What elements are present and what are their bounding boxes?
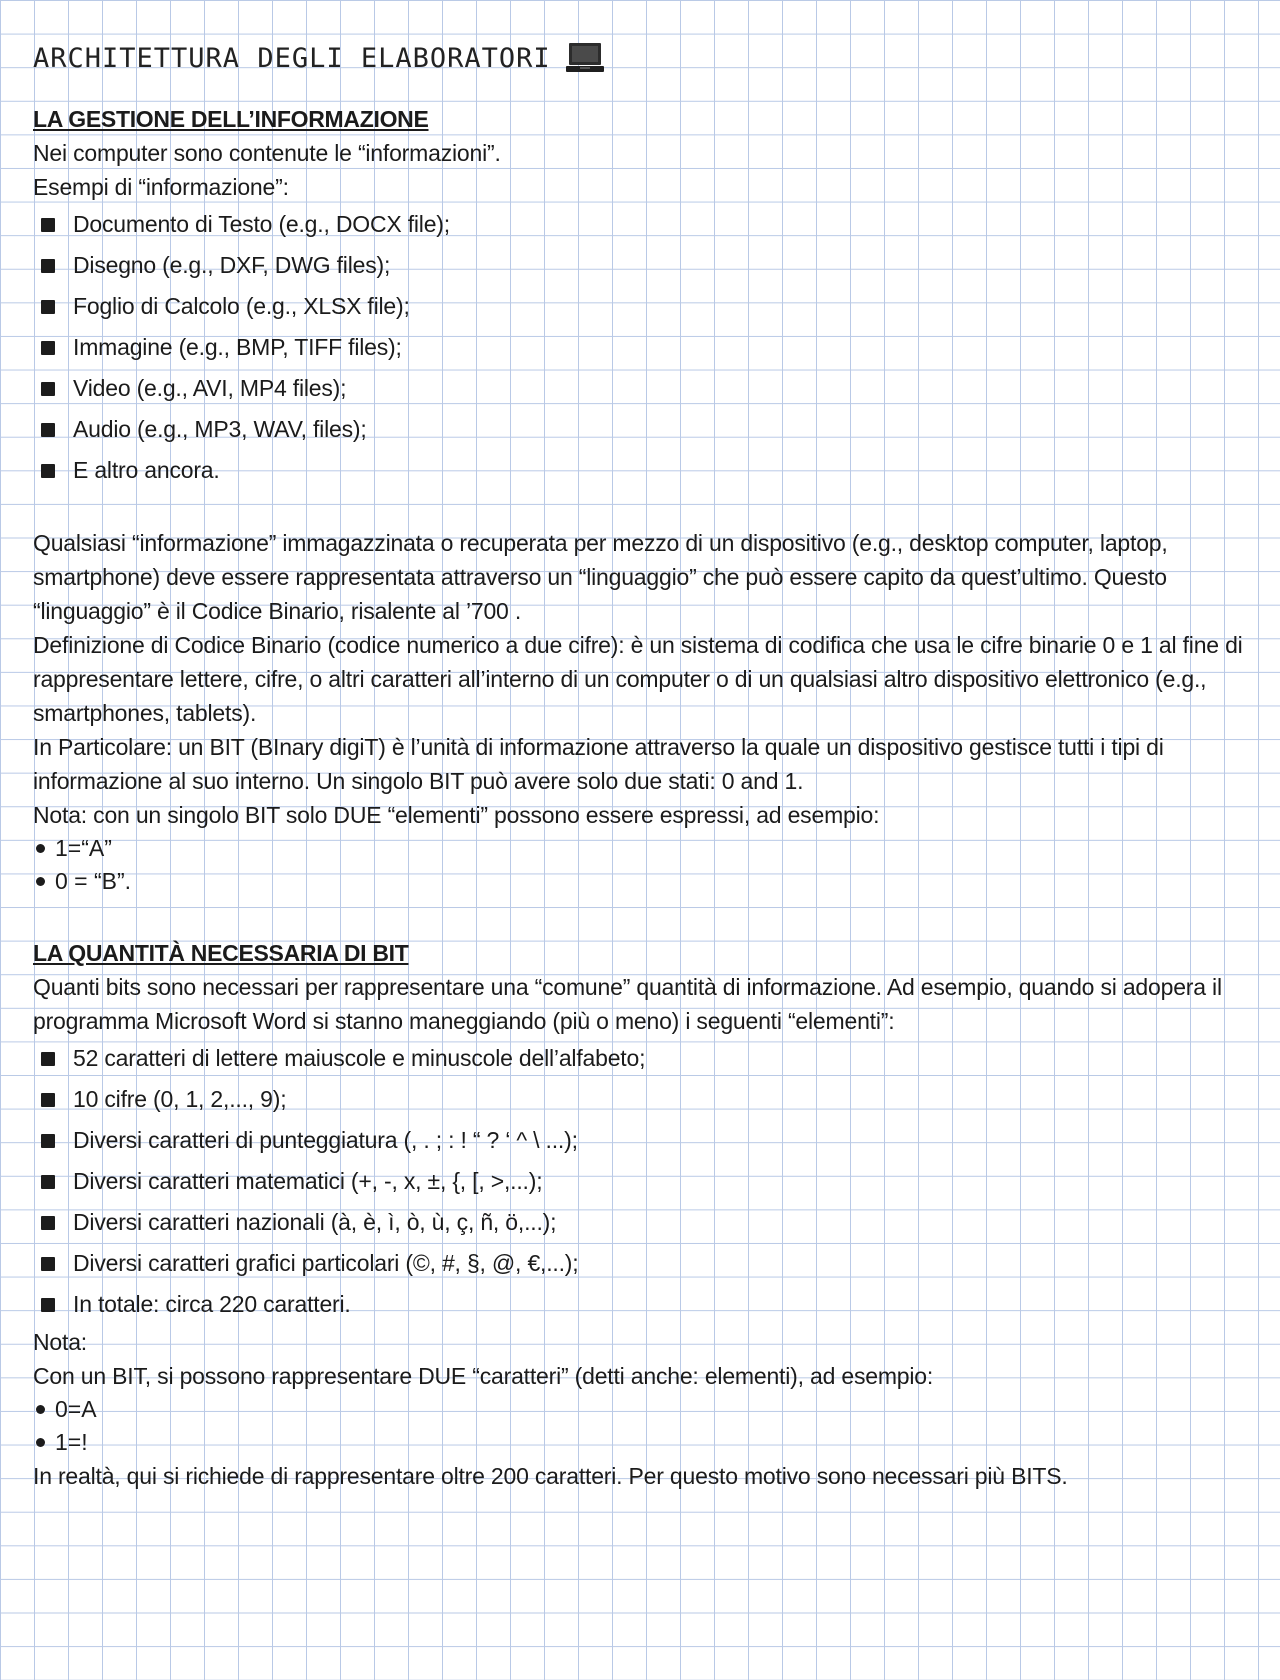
square-bullet-icon	[41, 1216, 55, 1230]
list-item: Diversi caratteri nazionali (à, è, ì, ò, ù, ç, ñ, ö,...);	[33, 1202, 1258, 1243]
dot-bullet-icon	[36, 844, 45, 853]
list-item: 0 = “B”.	[33, 865, 1258, 898]
note-text: Con un BIT, si possono rappresentare DUE “caratteri” (detti anche: elementi), ad esempio:	[33, 1363, 934, 1389]
section-heading-gestione: LA GESTIONE DELL’INFORMAZIONE	[33, 106, 429, 132]
square-bullet-icon	[41, 341, 55, 355]
list-item: Diversi caratteri di punteggiatura (, . ; : ! “ ? ‘ ^ \ ...);	[33, 1120, 1258, 1161]
list-item: Diversi caratteri grafici particolari (©, #, §, @, €,...);	[33, 1243, 1258, 1284]
list-item: Disegno (e.g., DXF, DWG files);	[33, 245, 1258, 286]
list-item: In totale: circa 220 caratteri.	[33, 1284, 1258, 1325]
list-item: 1=“A”	[33, 832, 1258, 865]
examples-list	[33, 204, 1258, 491]
square-bullet-icon	[41, 423, 55, 437]
document-page	[33, 40, 1258, 1493]
characters-list	[33, 1038, 1258, 1325]
paragraph-bit: In Particolare: un BIT (BInary digiT) è l’unità di informazione attraverso la quale un dispositivo gestisce tutti i tipi di informazione al suo interno. Un singolo BIT può avere solo due stati: 0 and 1.	[33, 734, 1164, 794]
square-bullet-icon	[41, 1052, 55, 1066]
char-example-list	[33, 1393, 1258, 1459]
square-bullet-icon	[41, 382, 55, 396]
conclusion-text: In realtà, qui si richiede di rappresentare oltre 200 caratteri. Per questo motivo sono necessari più BITS.	[33, 1463, 1068, 1489]
list-item: 0=A	[33, 1393, 1258, 1426]
square-bullet-icon	[41, 259, 55, 273]
list-item: Immagine (e.g., BMP, TIFF files);	[33, 327, 1258, 368]
intro-line: Esempi di “informazione”:	[33, 174, 289, 200]
square-bullet-icon	[41, 300, 55, 314]
square-bullet-icon	[41, 218, 55, 232]
square-bullet-icon	[41, 1134, 55, 1148]
paragraph-codice-binario: Qualsiasi “informazione” immagazzinata o recuperata per mezzo di un dispositivo (e.g., desktop computer, laptop, smartphone) deve essere rappresentata attraverso un “linguaggio” che può essere capito da quest’ultimo. Questo “linguaggio” è il Codice Binario, risalente al ’700 .	[33, 530, 1168, 624]
note-label: Nota:	[33, 1329, 87, 1355]
bit-example-list	[33, 832, 1258, 898]
list-item: Foglio di Calcolo (e.g., XLSX file);	[33, 286, 1258, 327]
list-item: Diversi caratteri matematici (+, -, x, ±, {, [, >,...);	[33, 1161, 1258, 1202]
dot-bullet-icon	[36, 1405, 45, 1414]
intro-line: Nei computer sono contenute le “informazioni”.	[33, 140, 501, 166]
document-title	[33, 40, 1258, 76]
list-item: 52 caratteri di lettere maiuscole e minuscole dell’alfabeto;	[33, 1038, 1258, 1079]
paragraph-nota: Nota: con un singolo BIT solo DUE “elementi” possono essere espressi, ad esempio:	[33, 802, 880, 828]
square-bullet-icon	[41, 464, 55, 478]
section-heading-quantita: LA QUANTITÀ NECESSARIA DI BIT	[33, 940, 409, 966]
square-bullet-icon	[41, 1093, 55, 1107]
title-text: ARCHITETTURA DEGLI ELABORATORI	[33, 42, 551, 74]
list-item: 10 cifre (0, 1, 2,..., 9);	[33, 1079, 1258, 1120]
list-item: Video (e.g., AVI, MP4 files);	[33, 368, 1258, 409]
square-bullet-icon	[41, 1175, 55, 1189]
dot-bullet-icon	[36, 877, 45, 886]
laptop-icon	[565, 41, 605, 75]
list-item: E altro ancora.	[33, 450, 1258, 491]
dot-bullet-icon	[36, 1438, 45, 1447]
paragraph-quanti-bits: Quanti bits sono necessari per rappresentare una “comune” quantità di informazione. Ad esempio, quando si adopera il programma Microsoft Word si stanno maneggiando (più o meno) i seguenti “elementi”:	[33, 974, 1222, 1034]
list-item: Audio (e.g., MP3, WAV, files);	[33, 409, 1258, 450]
list-item: 1=!	[33, 1426, 1258, 1459]
list-item: Documento di Testo (e.g., DOCX file);	[33, 204, 1258, 245]
square-bullet-icon	[41, 1298, 55, 1312]
square-bullet-icon	[41, 1257, 55, 1271]
paragraph-definizione: Definizione di Codice Binario (codice numerico a due cifre): è un sistema di codifica che usa le cifre binarie 0 e 1 al fine di rappresentare lettere, cifre, o altri caratteri all’interno di un computer o di un qualsiasi altro dispositivo elettronico (e.g., smartphones, tablets).	[33, 632, 1243, 726]
